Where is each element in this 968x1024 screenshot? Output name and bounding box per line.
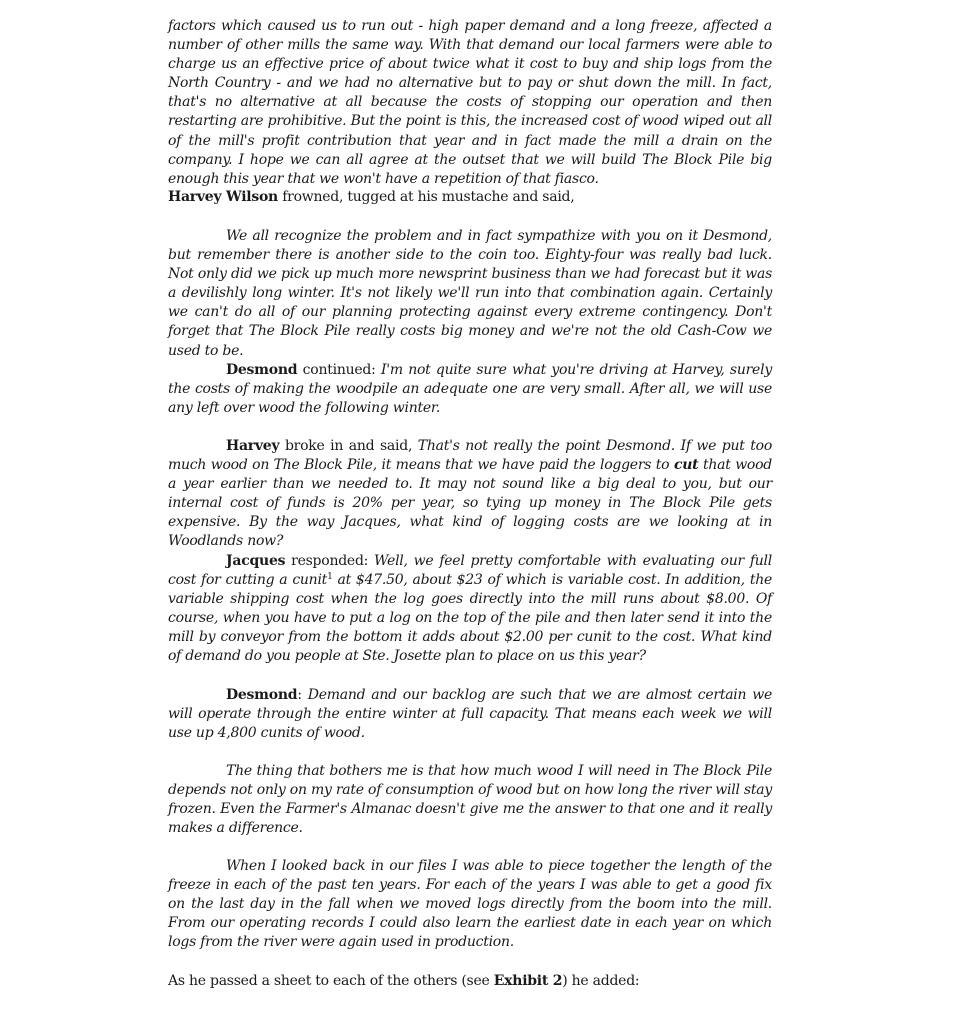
freeze-concern-text: The thing that bothers me is that how much wood I will need in The Block Pile depends not only on my rate of consumption of wood but on how long the river will stay frozen. Even the Farmer's Almanac doesn't give me the answer to that one and it really makes a difference. [168,763,772,837]
speaker-harvey-wilson: Harvey Wilson [168,189,278,205]
harvey-intro-text: frowned, tugged at his mustache and said, [278,189,575,205]
paragraph-exhibit-reference [168,972,772,991]
desmond-demand-text: Demand and our backlog are such that we are almost certain we will operate through the entire winter at full capacity. That means each week we will use up 4,800 cunits of wood. [168,687,772,742]
speaker-jacques: Jacques [226,553,286,569]
emphasis-cut: cut [673,457,699,474]
paragraph-harvey-intro [168,188,772,207]
paragraph-jacques-responded [168,552,772,667]
exhibit-ref-text-b: ) he added: [562,973,640,989]
paragraph-harvey-broke-in [168,437,772,552]
paragraph-harvey-speech [168,227,772,361]
paragraph-freeze-concern [168,762,772,838]
desmond-continued-verb: continued: [297,362,381,378]
jacques-text-b: at $47.50, about $23 of which is variable cost. In addition, the variable shipping cost when the log goes directly into the mill runs about $8.00. Of course, when you have to put a log on the top of the pile and then later send it into the mill by conveyor from the bottom it adds about $2.00 per cunit to the cost. What kind of demand do you people at Ste. Josette plan to place on us this year? [168,572,772,665]
paragraph-desmond-demand [168,686,772,743]
speaker-desmond: Desmond [226,362,298,378]
desmond-continued-text: I'm not quite sure what you're driving at Harvey, surely the costs of making the woodpile an adequate one are very small. After all, we will use any left over wood the following winter. [168,362,772,417]
exhibit-2-reference: Exhibit 2 [493,973,563,989]
paragraph-desmond-fiasco [168,17,772,189]
exhibit-ref-text-a: As he passed a sheet to each of the others (see [168,973,494,989]
speaker-harvey: Harvey [226,438,280,454]
footnote-marker: 1 [327,572,333,583]
files-history-text: When I looked back in our files I was able to piece together the length of the freeze in each of the past ten years. For each of the years I was able to get a good fix on the last day in the fall when we moved logs directly from the boom into the mill. From our operating records I could also learn the earliest date in each year on which logs from the river were again used in production. [168,858,772,951]
harvey-speech-text: We all recognize the problem and in fact sympathize with you on it Desmond, but remember there is another side to the coin too. Eighty-four was really bad luck. Not only did we pick up much more newsprint business than we had forecast but it was a devilishly long winter. It's not likely we'll run into that combination again. Certainly we can't do all of our planning protecting against every extreme contingency. Don't forget that The Block Pile really costs big money and we're not the old Cash-Cow we used to be. [168,228,772,359]
paragraph-desmond-continued [168,361,772,418]
jacques-text-a: Well, we feel pretty comfortable with evaluating our full cost for cutting a cunit [168,553,772,589]
desmond-demand-colon: : [297,687,308,703]
harvey-broke-in-text-a: That's not really the point Desmond. If we put too much wood on The Block Pile, it means that we have paid the loggers to [168,438,773,474]
harvey-broke-in-text-b: that wood a year earlier than we needed to. It may not sound like a big deal to you, but our internal cost of funds is 20% per year, so tying up money in The Block Pile gets expensive. By the way Jacques, what kind of logging costs are we looking at in Woodlands now? [168,457,772,550]
paragraph-files-history [168,857,772,952]
jacques-responded-verb: responded: [285,553,375,569]
harvey-broke-in-verb: broke in and said, [279,438,418,454]
speaker-desmond-2: Desmond [226,687,298,703]
desmond-fiasco-text: factors which caused us to run out - high paper demand and a long freeze, affected a number of other mills the same way. With that demand our local farmers were able to charge us an effective price of about twice what it cost to buy and ship logs from the North Country - and we had no alternative but to pay or shut down the mill. In fact, that's no alternative at all because the costs of stopping our operation and then restarting are prohibitive. But the point is this, the increased cost of wood wiped out all of the mill's profit contribution that year and in fact made the mill a drain on the company. I hope we can all agree at the outset that we will build The Block Pile big enough this year that we won't have a repetition of that fiasco. [168,18,772,187]
